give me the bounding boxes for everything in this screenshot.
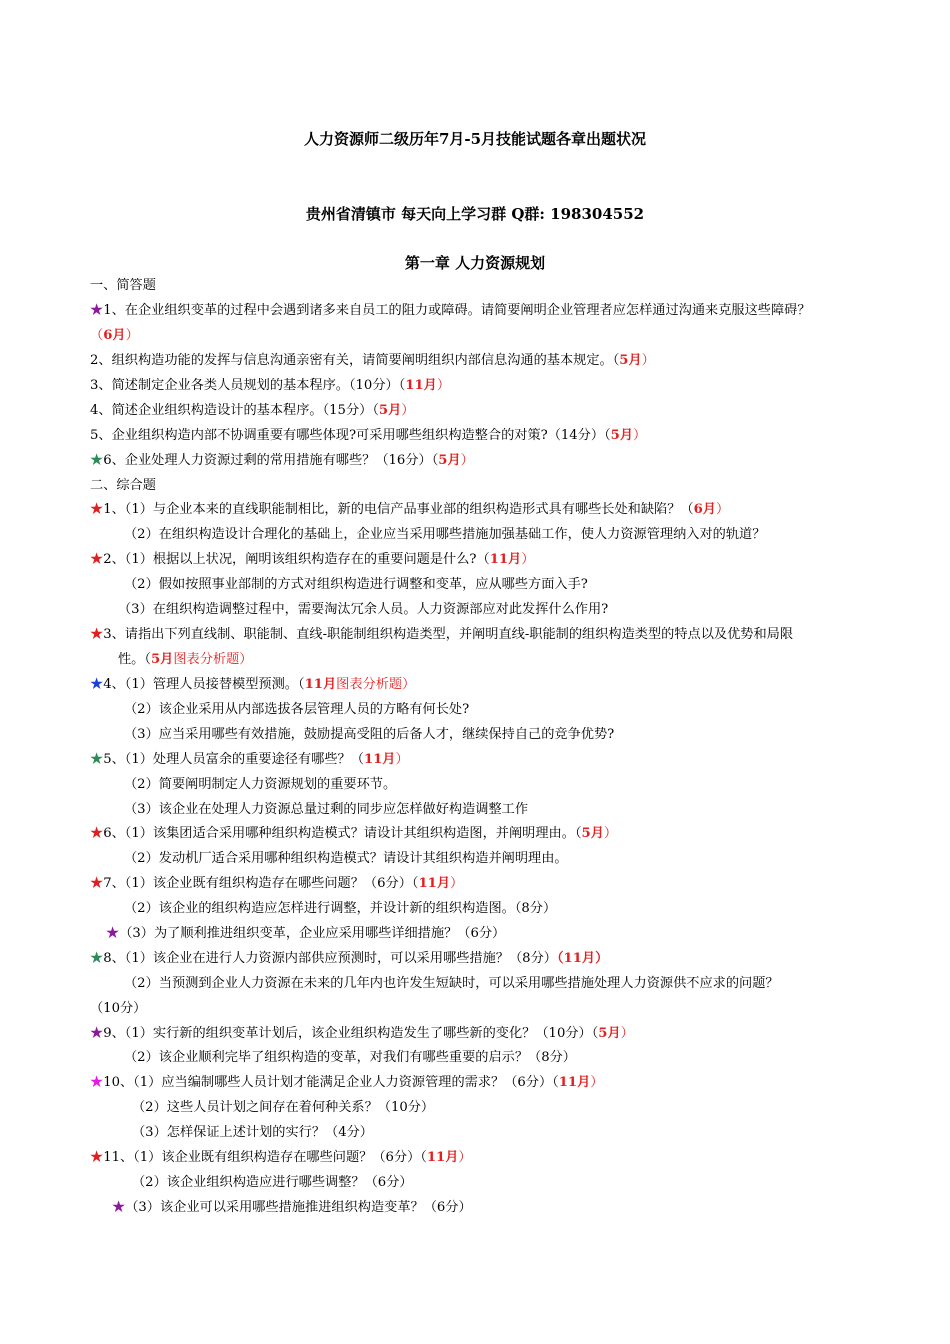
star-icon: ★ xyxy=(90,1075,104,1090)
star-icon: ★ xyxy=(112,1200,126,1215)
star-icon: ★ xyxy=(90,677,104,692)
comp-q5-3: （3）该企业在处理人力资源总量过剩的同步应怎样做好构造调整工作 xyxy=(124,802,529,817)
star-icon: ★ xyxy=(90,826,104,841)
section-short-answer: 一、简答题 xyxy=(90,278,156,293)
comp-q10-1: ★10、（1）应当编制哪些人员计划才能满足企业人力资源管理的需求？（6分）（11月） xyxy=(90,1075,604,1090)
comp-q3-1: ★3、请指出下列直线制、职能制、直线-职能制组织构造类型，并阐明直线-职能制的组织构造类型的特点以及优势和局限 xyxy=(90,627,794,642)
star-icon: ★ xyxy=(90,1150,104,1165)
short-q1-tag: （6月） xyxy=(90,328,139,343)
month-tag: （11月） xyxy=(556,951,609,966)
star-icon: ★ xyxy=(106,926,120,941)
month-tag: 11月 xyxy=(489,552,522,567)
short-q2: 2、组织构造功能的发挥与信息沟通亲密有关，请简要阐明组织内部信息沟通的基本规定。（5月） xyxy=(90,353,655,368)
star-icon: ★ xyxy=(90,1026,104,1041)
comp-q4-3: （3）应当采用哪些有效措施，鼓励提高受阻的后备人才，继续保持自己的竞争优势? xyxy=(124,727,615,742)
comp-q10-3: （3）怎样保证上述计划的实行？（4分） xyxy=(132,1125,373,1140)
document-subtitle: 贵州省清镇市 每天向上学习群 Q群: 198304552 xyxy=(305,205,645,223)
comp-q11-2: （2）该企业组织构造应进行哪些调整？（6分） xyxy=(132,1175,413,1190)
month-tag: 6月 xyxy=(693,502,716,517)
short-q1: ★1、在企业组织变革的过程中会遇到诸多来自员工的阻力或障碍。请简要阐明企业管理者应怎样通过沟通来克服这些障碍？ xyxy=(90,303,811,318)
star-icon: ★ xyxy=(90,303,104,318)
comp-q9-1: ★9、（1）实行新的组织变革计划后，该企业组织构造发生了哪些新的变化？（10分）（5月） xyxy=(90,1026,634,1041)
short-q5: 5、企业组织构造内部不协调重要有哪些体现?可采用哪些组织构造整合的对策?（14分）（5月） xyxy=(90,428,647,443)
comp-q3-2: 性。（5月图表分析题） xyxy=(118,652,253,667)
comp-q9-2: （2）该企业顺利完毕了组织构造的变革，对我们有哪些重要的启示？（8分） xyxy=(124,1050,576,1065)
star-icon: ★ xyxy=(90,552,104,567)
month-tag: 5月 xyxy=(150,652,174,667)
comp-q5-1: ★5、（1）处理人员富余的重要途径有哪些？（11月） xyxy=(90,752,409,767)
month-tag: 6月 xyxy=(103,328,126,343)
comp-q10-2: （2）这些人员计划之间存在着何种关系？（10分） xyxy=(132,1100,435,1115)
month-tag: 11月 xyxy=(405,378,437,393)
short-q4: 4、简述企业组织构造设计的基本程序。（15分）（5月） xyxy=(90,403,415,418)
month-tag: 5月 xyxy=(438,453,461,468)
comp-q6-2: （2）发动机厂适合采用哪种组织构造模式？请设计其组织构造并阐明理由。 xyxy=(124,851,568,866)
star-icon: ★ xyxy=(90,752,104,767)
star-icon: ★ xyxy=(90,627,104,642)
star-icon: ★ xyxy=(90,951,104,966)
month-tag: 11月 xyxy=(418,876,451,891)
comp-q7-3: ★（3）为了顺利推进组织变革，企业应采用哪些详细措施？（6分） xyxy=(106,926,506,941)
comp-q7-2: （2）该企业的组织构造应怎样进行调整，并设计新的组织构造图。（8分） xyxy=(124,901,557,916)
month-tag: 11月 xyxy=(363,752,396,767)
month-tag: 11月 xyxy=(304,677,337,692)
month-tag: 5月 xyxy=(619,353,642,368)
comp-q4-2: （2）该企业采用从内部选拔各层管理人员的方略有何长处? xyxy=(124,702,470,717)
month-tag: 5月 xyxy=(598,1026,621,1041)
comp-q11-1: ★11、（1）该企业既有组织构造存在哪些问题？（6分）（11月） xyxy=(90,1150,472,1165)
comp-q5-2: （2）简要阐明制定人力资源规划的重要环节。 xyxy=(124,777,397,792)
short-q3: 3、简述制定企业各类人员规划的基本程序。（10分）（11月） xyxy=(90,378,451,393)
comp-q8-2: （2）当预测到企业人力资源在未来的几年内也许发生短缺时，可以采用哪些措施处理人力资源供不应求的问题？ xyxy=(124,976,779,991)
comp-q2-3: （3）在组织构造调整过程中，需要淘汰冗余人员。人力资源部应对此发挥什么作用? xyxy=(118,602,609,617)
comp-q2-2: （2）假如按照事业部制的方式对组织构造进行调整和变革，应从哪些方面入手? xyxy=(124,577,588,592)
chapter-heading: 第一章 人力资源规划 xyxy=(404,254,546,272)
comp-q8-1: ★8、（1）该企业在进行人力资源内部供应预测时，可以采用哪些措施？（8分）（11月） xyxy=(90,951,609,966)
month-tag: 5月 xyxy=(581,826,604,841)
star-icon: ★ xyxy=(90,453,104,468)
comp-q1-2: （2）在组织构造设计合理化的基础上，企业应当采用哪些措施加强基础工作，使人力资源管理纳入对的轨道？ xyxy=(124,527,766,542)
comp-q1-1: ★1、（1）与企业本来的直线职能制相比，新的电信产品事业部的组织构造形式具有哪些长处和缺陷？（6月） xyxy=(90,502,730,517)
comp-q8-3: （10分） xyxy=(90,1001,147,1016)
section-comprehensive: 二、综合题 xyxy=(90,478,156,493)
star-icon: ★ xyxy=(90,876,104,891)
star-icon: ★ xyxy=(90,502,104,517)
comp-q2-1: ★2、（1）根据以上状况，阐明该组织构造存在的重要问题是什么?（11月） xyxy=(90,552,535,567)
month-tag: 11月 xyxy=(426,1150,459,1165)
month-tag: 5月 xyxy=(610,428,634,443)
comp-q11-3: ★（3）该企业可以采用哪些措施推进组织构造变革？（6分） xyxy=(112,1200,472,1215)
comp-q7-1: ★7、（1）该企业既有组织构造存在哪些问题？（6分）（11月） xyxy=(90,876,464,891)
month-tag: 5月 xyxy=(378,403,402,418)
comp-q6-1: ★6、（1）该集团适合采用哪种组织构造模式？请设计其组织构造图，并阐明理由。（5月） xyxy=(90,826,618,841)
month-tag: 11月 xyxy=(558,1075,591,1090)
short-q6: ★6、企业处理人力资源过剩的常用措施有哪些？（16分）（5月） xyxy=(90,453,474,468)
comp-q4-1: ★4、（1）管理人员接替模型预测。（11月图表分析题） xyxy=(90,677,416,692)
document-title: 人力资源师二级历年7月-5月技能试题各章出题状况 xyxy=(303,130,647,148)
